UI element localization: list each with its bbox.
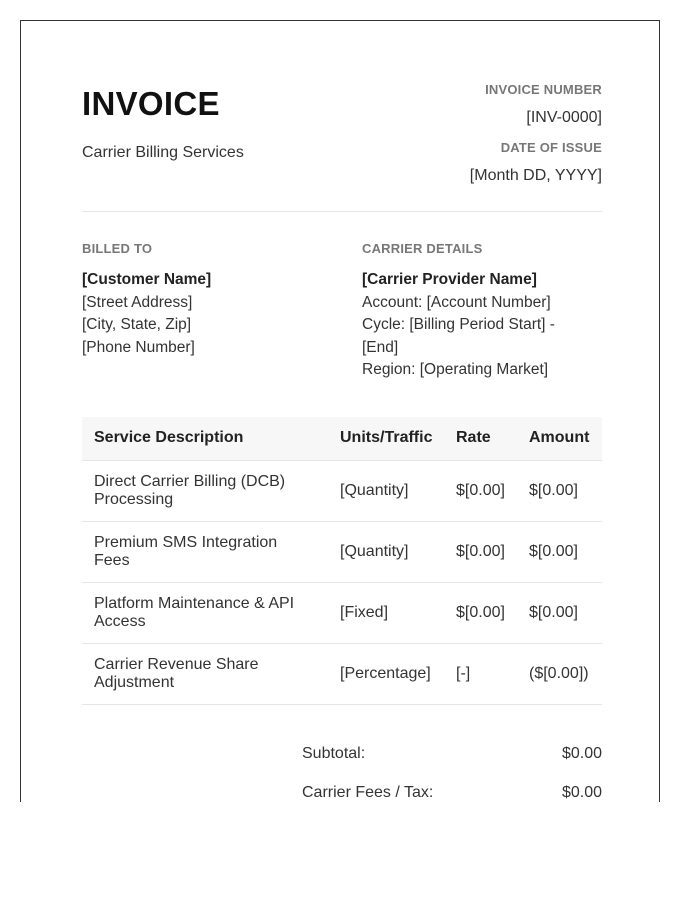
row-units: [Percentage] <box>340 665 431 682</box>
row-units: [Fixed] <box>340 604 389 621</box>
street-address: [Street Address] <box>82 293 193 311</box>
row-description <box>94 595 314 631</box>
company-name: Carrier Billing Services <box>82 144 244 161</box>
invoice-title: INVOICE <box>82 85 220 122</box>
invoice-number: [INV-0000] <box>526 109 602 126</box>
column-header-description: Service Description <box>94 429 244 446</box>
row-description-line: Direct Carrier Billing (DCB) <box>94 473 286 490</box>
line-items-table <box>82 417 602 705</box>
row-description-line: Adjustment <box>94 674 175 691</box>
row-description-line: Carrier Revenue Share <box>94 656 259 673</box>
city-state-zip: [City, State, Zip] <box>82 316 192 333</box>
column-header-amount: Amount <box>529 429 590 446</box>
row-description-line: Processing <box>94 491 174 508</box>
row-description <box>94 473 314 509</box>
table-row <box>82 522 602 583</box>
billed-to-section <box>82 241 332 359</box>
row-rate: $[0.00] <box>456 482 505 499</box>
row-rate: $[0.00] <box>456 543 505 560</box>
table-header <box>82 417 602 461</box>
row-description-line: Fees <box>94 552 130 569</box>
row-units: [Quantity] <box>340 543 409 560</box>
row-description <box>94 534 314 570</box>
customer-name: [Customer Name] <box>82 271 212 288</box>
row-amount: $[0.00] <box>529 543 578 560</box>
carrier-fees-value: $0.00 <box>561 784 602 801</box>
invoice-header <box>82 21 602 212</box>
table-row <box>82 461 602 522</box>
row-amount: ($[0.00]) <box>529 665 589 682</box>
column-header-rate: Rate <box>456 429 491 446</box>
carrier-region: Region: [Operating Market] <box>362 361 549 378</box>
carrier-cycle-end: [End] <box>362 338 399 356</box>
row-rate: [-] <box>456 665 471 682</box>
row-description-line: Platform Maintenance & API <box>94 595 295 612</box>
row-amount: $[0.00] <box>529 482 578 499</box>
invoice-number-label: INVOICE NUMBER <box>485 82 602 97</box>
table-row <box>82 583 602 644</box>
table-row <box>82 644 602 705</box>
row-description <box>94 656 314 692</box>
column-header-units: Units/Traffic <box>340 429 433 446</box>
row-rate: $[0.00] <box>456 604 505 621</box>
subtotal-label: Subtotal: <box>302 745 366 762</box>
date-of-issue: [Month DD, YYYY] <box>469 167 602 184</box>
carrier-cycle: Cycle: [Billing Period Start] - <box>362 316 555 333</box>
row-amount: $[0.00] <box>529 604 578 621</box>
invoice-sheet <box>20 20 660 802</box>
billed-to-label: BILLED TO <box>82 241 153 256</box>
date-of-issue-label: DATE OF ISSUE <box>500 140 602 155</box>
row-description-line: Access <box>94 613 146 630</box>
subtotal-value: $0.00 <box>561 745 602 762</box>
row-units: [Quantity] <box>340 482 409 499</box>
carrier-details-label: CARRIER DETAILS <box>362 241 483 256</box>
row-description-line: Premium SMS Integration <box>94 534 278 551</box>
carrier-details-section <box>362 241 602 382</box>
carrier-provider-name: [Carrier Provider Name] <box>362 271 537 288</box>
carrier-account: Account: [Account Number] <box>362 293 551 311</box>
carrier-fees-label: Carrier Fees / Tax: <box>302 784 434 801</box>
phone-number: [Phone Number] <box>82 338 195 356</box>
